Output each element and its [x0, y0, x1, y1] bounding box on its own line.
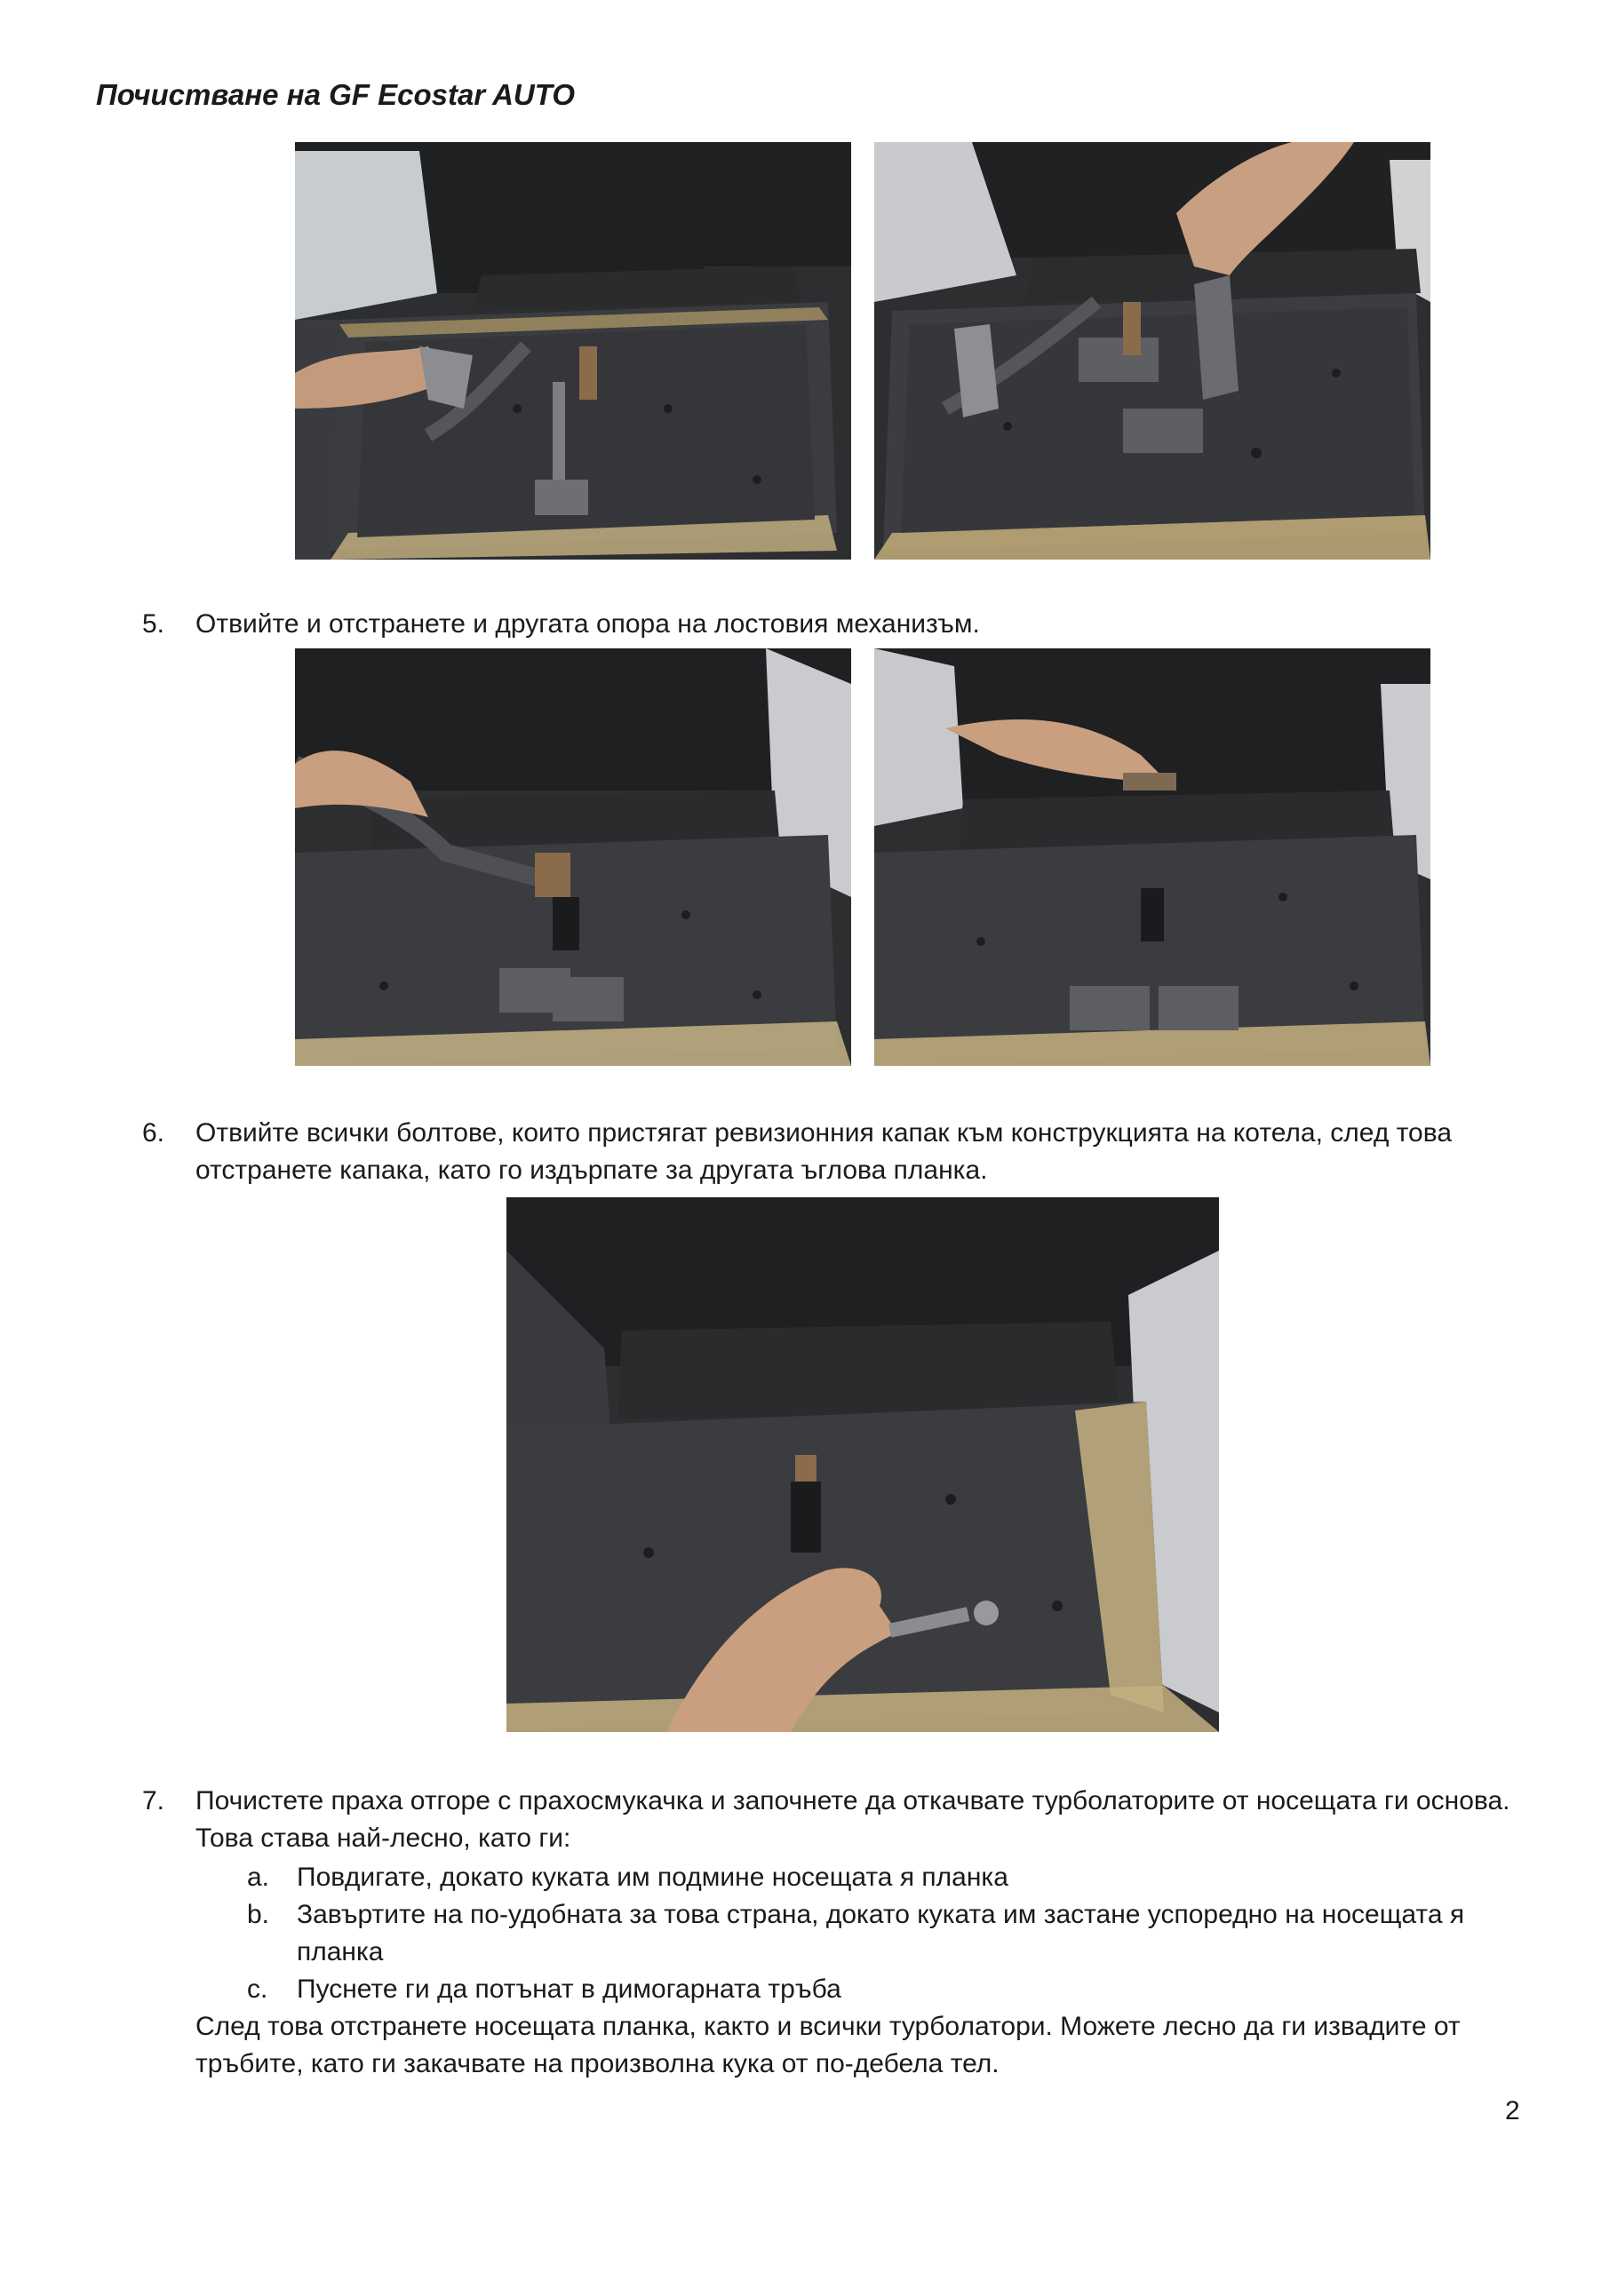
photo-wrench-on-bolt	[506, 1197, 1219, 1732]
step-text: Отвийте всички болтове, които пристягат ревизионния капак към конструкцията на котела, след това отстранете капака, като го издърпате за другата ъглова планка.	[195, 1118, 1453, 1185]
substep-a	[247, 1859, 1526, 1896]
step-6	[142, 1115, 1528, 1189]
substep-text: Пуснете ги да потънат в димогарната тръба	[297, 1974, 841, 2004]
closing-paragraph: След това отстранете носещата планка, както и всички турболатори. Можете лесно да ги извадите от тръбите, като ги закачвате на произволна кука от по-дебела тел.	[195, 2012, 1461, 2078]
substep-letter: a.	[247, 1863, 270, 1892]
photo-hand-lifting-plate-right	[874, 142, 1430, 560]
substep-c	[247, 1971, 1526, 2008]
step-5	[142, 606, 1528, 643]
step-text: Отвийте и отстранете и другата опора на лостовия механизъм.	[195, 609, 980, 639]
substep-b	[247, 1896, 1526, 1971]
substep-letter: b.	[247, 1900, 270, 1929]
step-7	[142, 1783, 1528, 1857]
photo-lever-mechanism-left	[295, 648, 851, 1066]
photo-hand-removing-bracket-left	[295, 142, 851, 560]
step-number: 6.	[142, 1118, 165, 1148]
step-number: 7.	[142, 1786, 165, 1815]
substep-text: Повдигате, докато куката им подмине носещата я планка	[297, 1863, 1008, 1892]
page-number: 2	[1505, 2096, 1520, 2125]
substep-text: Завъртите на по-удобната за това страна, докато куката им застане успоредно на носещата я планка	[297, 1900, 1465, 1966]
step-text: Почистете праха отгоре с прахосмукачка и започнете да откачвате турболаторите от носещата ги основа. Това става най-лесно, като ги:	[195, 1786, 1510, 1853]
page-title: Почистване на GF Ecostar AUTO	[96, 78, 575, 111]
substep-letter: c.	[247, 1974, 268, 2004]
photo-support-removed-right	[874, 648, 1430, 1066]
step-number: 5.	[142, 609, 165, 639]
